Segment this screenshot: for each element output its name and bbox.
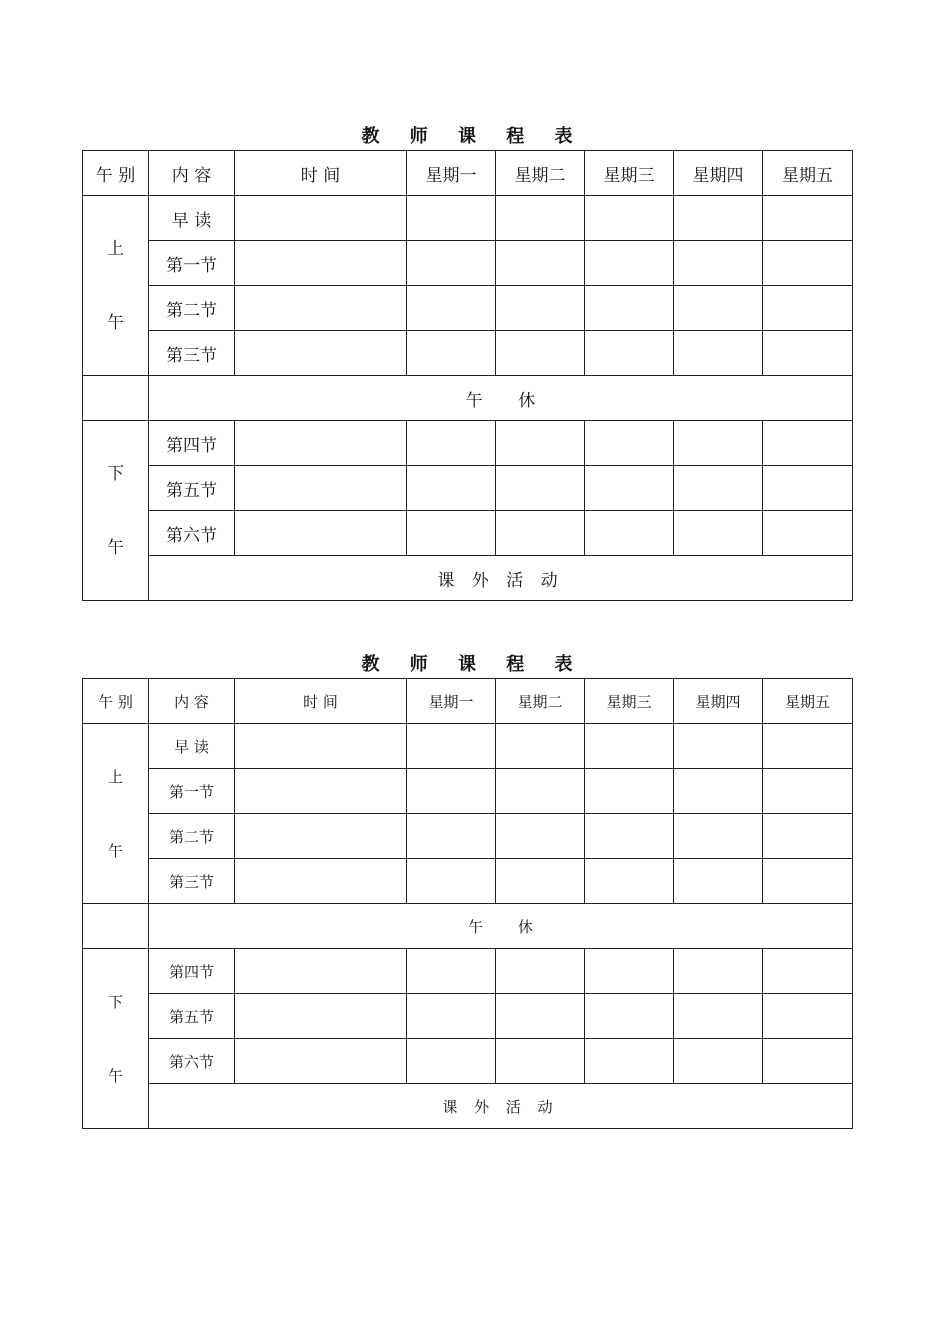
table-row xyxy=(83,994,853,1039)
schedule-cell[interactable] xyxy=(496,814,585,859)
table-row xyxy=(83,814,853,859)
header-period: 午 别 xyxy=(83,679,149,724)
activity-row xyxy=(83,1084,853,1129)
schedule-cell[interactable] xyxy=(407,286,496,331)
schedule-title: 教 师 课 程 表 xyxy=(361,126,585,147)
row-label: 第五节 xyxy=(149,466,235,511)
table-row xyxy=(83,1039,853,1084)
schedule-cell[interactable] xyxy=(407,994,496,1039)
row-label: 第一节 xyxy=(149,769,235,814)
row-label: 第三节 xyxy=(149,859,235,904)
table-row xyxy=(83,511,853,556)
schedule-cell[interactable] xyxy=(763,286,853,331)
time-cell[interactable] xyxy=(235,196,407,241)
schedule-cell[interactable] xyxy=(407,769,496,814)
schedule-cell[interactable] xyxy=(763,421,853,466)
table-row xyxy=(83,859,853,904)
header-row xyxy=(83,151,853,196)
time-cell[interactable] xyxy=(235,466,407,511)
schedule-cell[interactable] xyxy=(407,724,496,769)
schedule-cell[interactable] xyxy=(674,286,763,331)
row-label: 第四节 xyxy=(149,421,235,466)
schedule-cell[interactable] xyxy=(585,859,674,904)
schedule-cell[interactable] xyxy=(585,466,674,511)
morning-label: 上 午 xyxy=(83,724,149,904)
afternoon-label: 下 午 xyxy=(83,949,149,1129)
schedule-cell[interactable] xyxy=(407,331,496,376)
table-row xyxy=(83,196,853,241)
schedule-cell[interactable] xyxy=(407,511,496,556)
time-cell[interactable] xyxy=(235,1039,407,1084)
time-cell[interactable] xyxy=(235,241,407,286)
schedule-cell[interactable] xyxy=(763,241,853,286)
header-period: 午 别 xyxy=(83,151,149,196)
activity-label: 课 外 活 动 xyxy=(149,1084,853,1129)
header-day-4: 星期四 xyxy=(674,151,763,196)
schedule-cell[interactable] xyxy=(763,994,853,1039)
schedule-cell[interactable] xyxy=(763,196,853,241)
schedule-cell[interactable] xyxy=(763,859,853,904)
schedule-cell[interactable] xyxy=(496,421,585,466)
time-cell[interactable] xyxy=(235,994,407,1039)
schedule-cell[interactable] xyxy=(496,511,585,556)
schedule-cell[interactable] xyxy=(585,331,674,376)
table-row xyxy=(83,769,853,814)
schedule-cell[interactable] xyxy=(496,994,585,1039)
schedule-cell[interactable] xyxy=(585,724,674,769)
row-label: 第二节 xyxy=(149,286,235,331)
schedule-cell[interactable] xyxy=(407,1039,496,1084)
schedule-cell[interactable] xyxy=(674,421,763,466)
schedule-table xyxy=(82,150,853,601)
header-content: 内 容 xyxy=(149,151,235,196)
time-cell[interactable] xyxy=(235,331,407,376)
morning-label: 上 午 xyxy=(83,196,149,376)
noon-rest-label: 午 休 xyxy=(149,904,853,949)
table-row xyxy=(83,241,853,286)
table-row xyxy=(83,724,853,769)
row-label: 第一节 xyxy=(149,241,235,286)
schedule-cell[interactable] xyxy=(674,994,763,1039)
row-label: 第六节 xyxy=(149,1039,235,1084)
activity-row xyxy=(83,556,853,601)
schedule-cell[interactable] xyxy=(496,769,585,814)
schedule-cell[interactable] xyxy=(674,241,763,286)
header-day-3: 星期三 xyxy=(585,679,674,724)
schedule-cell[interactable] xyxy=(585,949,674,994)
schedule-cell[interactable] xyxy=(674,511,763,556)
row-label: 早 读 xyxy=(149,724,235,769)
table-row xyxy=(83,331,853,376)
header-row xyxy=(83,679,853,724)
schedule-cell[interactable] xyxy=(763,1039,853,1084)
schedule-cell[interactable] xyxy=(496,466,585,511)
row-label: 第五节 xyxy=(149,994,235,1039)
time-cell[interactable] xyxy=(235,421,407,466)
schedule-cell[interactable] xyxy=(407,196,496,241)
schedule-cell[interactable] xyxy=(674,859,763,904)
schedule-cell[interactable] xyxy=(674,769,763,814)
schedule-cell[interactable] xyxy=(763,511,853,556)
row-label: 第三节 xyxy=(149,331,235,376)
table-row xyxy=(83,949,853,994)
schedule-cell[interactable] xyxy=(407,241,496,286)
header-day-1: 星期一 xyxy=(407,151,496,196)
schedule-cell[interactable] xyxy=(763,466,853,511)
schedule-cell[interactable] xyxy=(496,286,585,331)
header-day-1: 星期一 xyxy=(407,679,496,724)
time-cell[interactable] xyxy=(235,814,407,859)
row-label: 第二节 xyxy=(149,814,235,859)
schedule-cell[interactable] xyxy=(674,331,763,376)
header-day-2: 星期二 xyxy=(496,151,585,196)
schedule-cell[interactable] xyxy=(585,241,674,286)
row-label: 第四节 xyxy=(149,949,235,994)
schedule-cell[interactable] xyxy=(407,949,496,994)
schedule-cell[interactable] xyxy=(496,196,585,241)
time-cell[interactable] xyxy=(235,286,407,331)
schedule-cell[interactable] xyxy=(585,769,674,814)
schedule-cell[interactable] xyxy=(763,814,853,859)
row-label: 早 读 xyxy=(149,196,235,241)
schedule-cell[interactable] xyxy=(763,949,853,994)
header-day-2: 星期二 xyxy=(496,679,585,724)
schedule-cell[interactable] xyxy=(674,814,763,859)
schedule-sheet-1 xyxy=(82,124,852,601)
schedule-cell[interactable] xyxy=(496,724,585,769)
schedule-title: 教 师 课 程 表 xyxy=(361,654,585,675)
schedule-cell[interactable] xyxy=(407,466,496,511)
schedule-cell[interactable] xyxy=(585,994,674,1039)
schedule-cell[interactable] xyxy=(585,1039,674,1084)
schedule-table xyxy=(82,678,853,1129)
schedule-cell[interactable] xyxy=(496,949,585,994)
schedule-cell[interactable] xyxy=(763,724,853,769)
noon-rest-row xyxy=(83,376,853,421)
table-row xyxy=(83,421,853,466)
schedule-cell[interactable] xyxy=(585,421,674,466)
schedule-sheet-2 xyxy=(82,652,852,1129)
header-content: 内 容 xyxy=(149,679,235,724)
noon-rest-label: 午 休 xyxy=(149,376,853,421)
row-label: 第六节 xyxy=(149,511,235,556)
schedule-cell[interactable] xyxy=(496,1039,585,1084)
schedule-cell[interactable] xyxy=(585,196,674,241)
schedule-cell[interactable] xyxy=(585,511,674,556)
noon-rest-row xyxy=(83,904,853,949)
header-time: 时 间 xyxy=(235,679,407,724)
schedule-cell[interactable] xyxy=(407,859,496,904)
schedule-cell[interactable] xyxy=(674,724,763,769)
schedule-cell[interactable] xyxy=(674,949,763,994)
header-day-4: 星期四 xyxy=(674,679,763,724)
header-day-5: 星期五 xyxy=(763,679,853,724)
schedule-cell[interactable] xyxy=(496,859,585,904)
schedule-cell[interactable] xyxy=(763,331,853,376)
schedule-cell[interactable] xyxy=(585,286,674,331)
time-cell[interactable] xyxy=(235,769,407,814)
header-day-3: 星期三 xyxy=(585,151,674,196)
schedule-cell[interactable] xyxy=(674,466,763,511)
schedule-cell[interactable] xyxy=(407,421,496,466)
activity-label: 课 外 活 动 xyxy=(149,556,853,601)
time-cell[interactable] xyxy=(235,511,407,556)
schedule-cell[interactable] xyxy=(674,1039,763,1084)
afternoon-label: 下 午 xyxy=(83,421,149,601)
schedule-cell[interactable] xyxy=(585,814,674,859)
header-day-5: 星期五 xyxy=(763,151,853,196)
schedule-cell[interactable] xyxy=(674,196,763,241)
table-row xyxy=(83,286,853,331)
time-cell[interactable] xyxy=(235,724,407,769)
header-time: 时 间 xyxy=(235,151,407,196)
noon-rest-blank xyxy=(83,376,149,421)
schedule-cell[interactable] xyxy=(496,241,585,286)
schedule-cell[interactable] xyxy=(407,814,496,859)
noon-rest-blank xyxy=(83,904,149,949)
schedule-cell[interactable] xyxy=(496,331,585,376)
time-cell[interactable] xyxy=(235,859,407,904)
table-row xyxy=(83,466,853,511)
schedule-cell[interactable] xyxy=(763,769,853,814)
time-cell[interactable] xyxy=(235,949,407,994)
